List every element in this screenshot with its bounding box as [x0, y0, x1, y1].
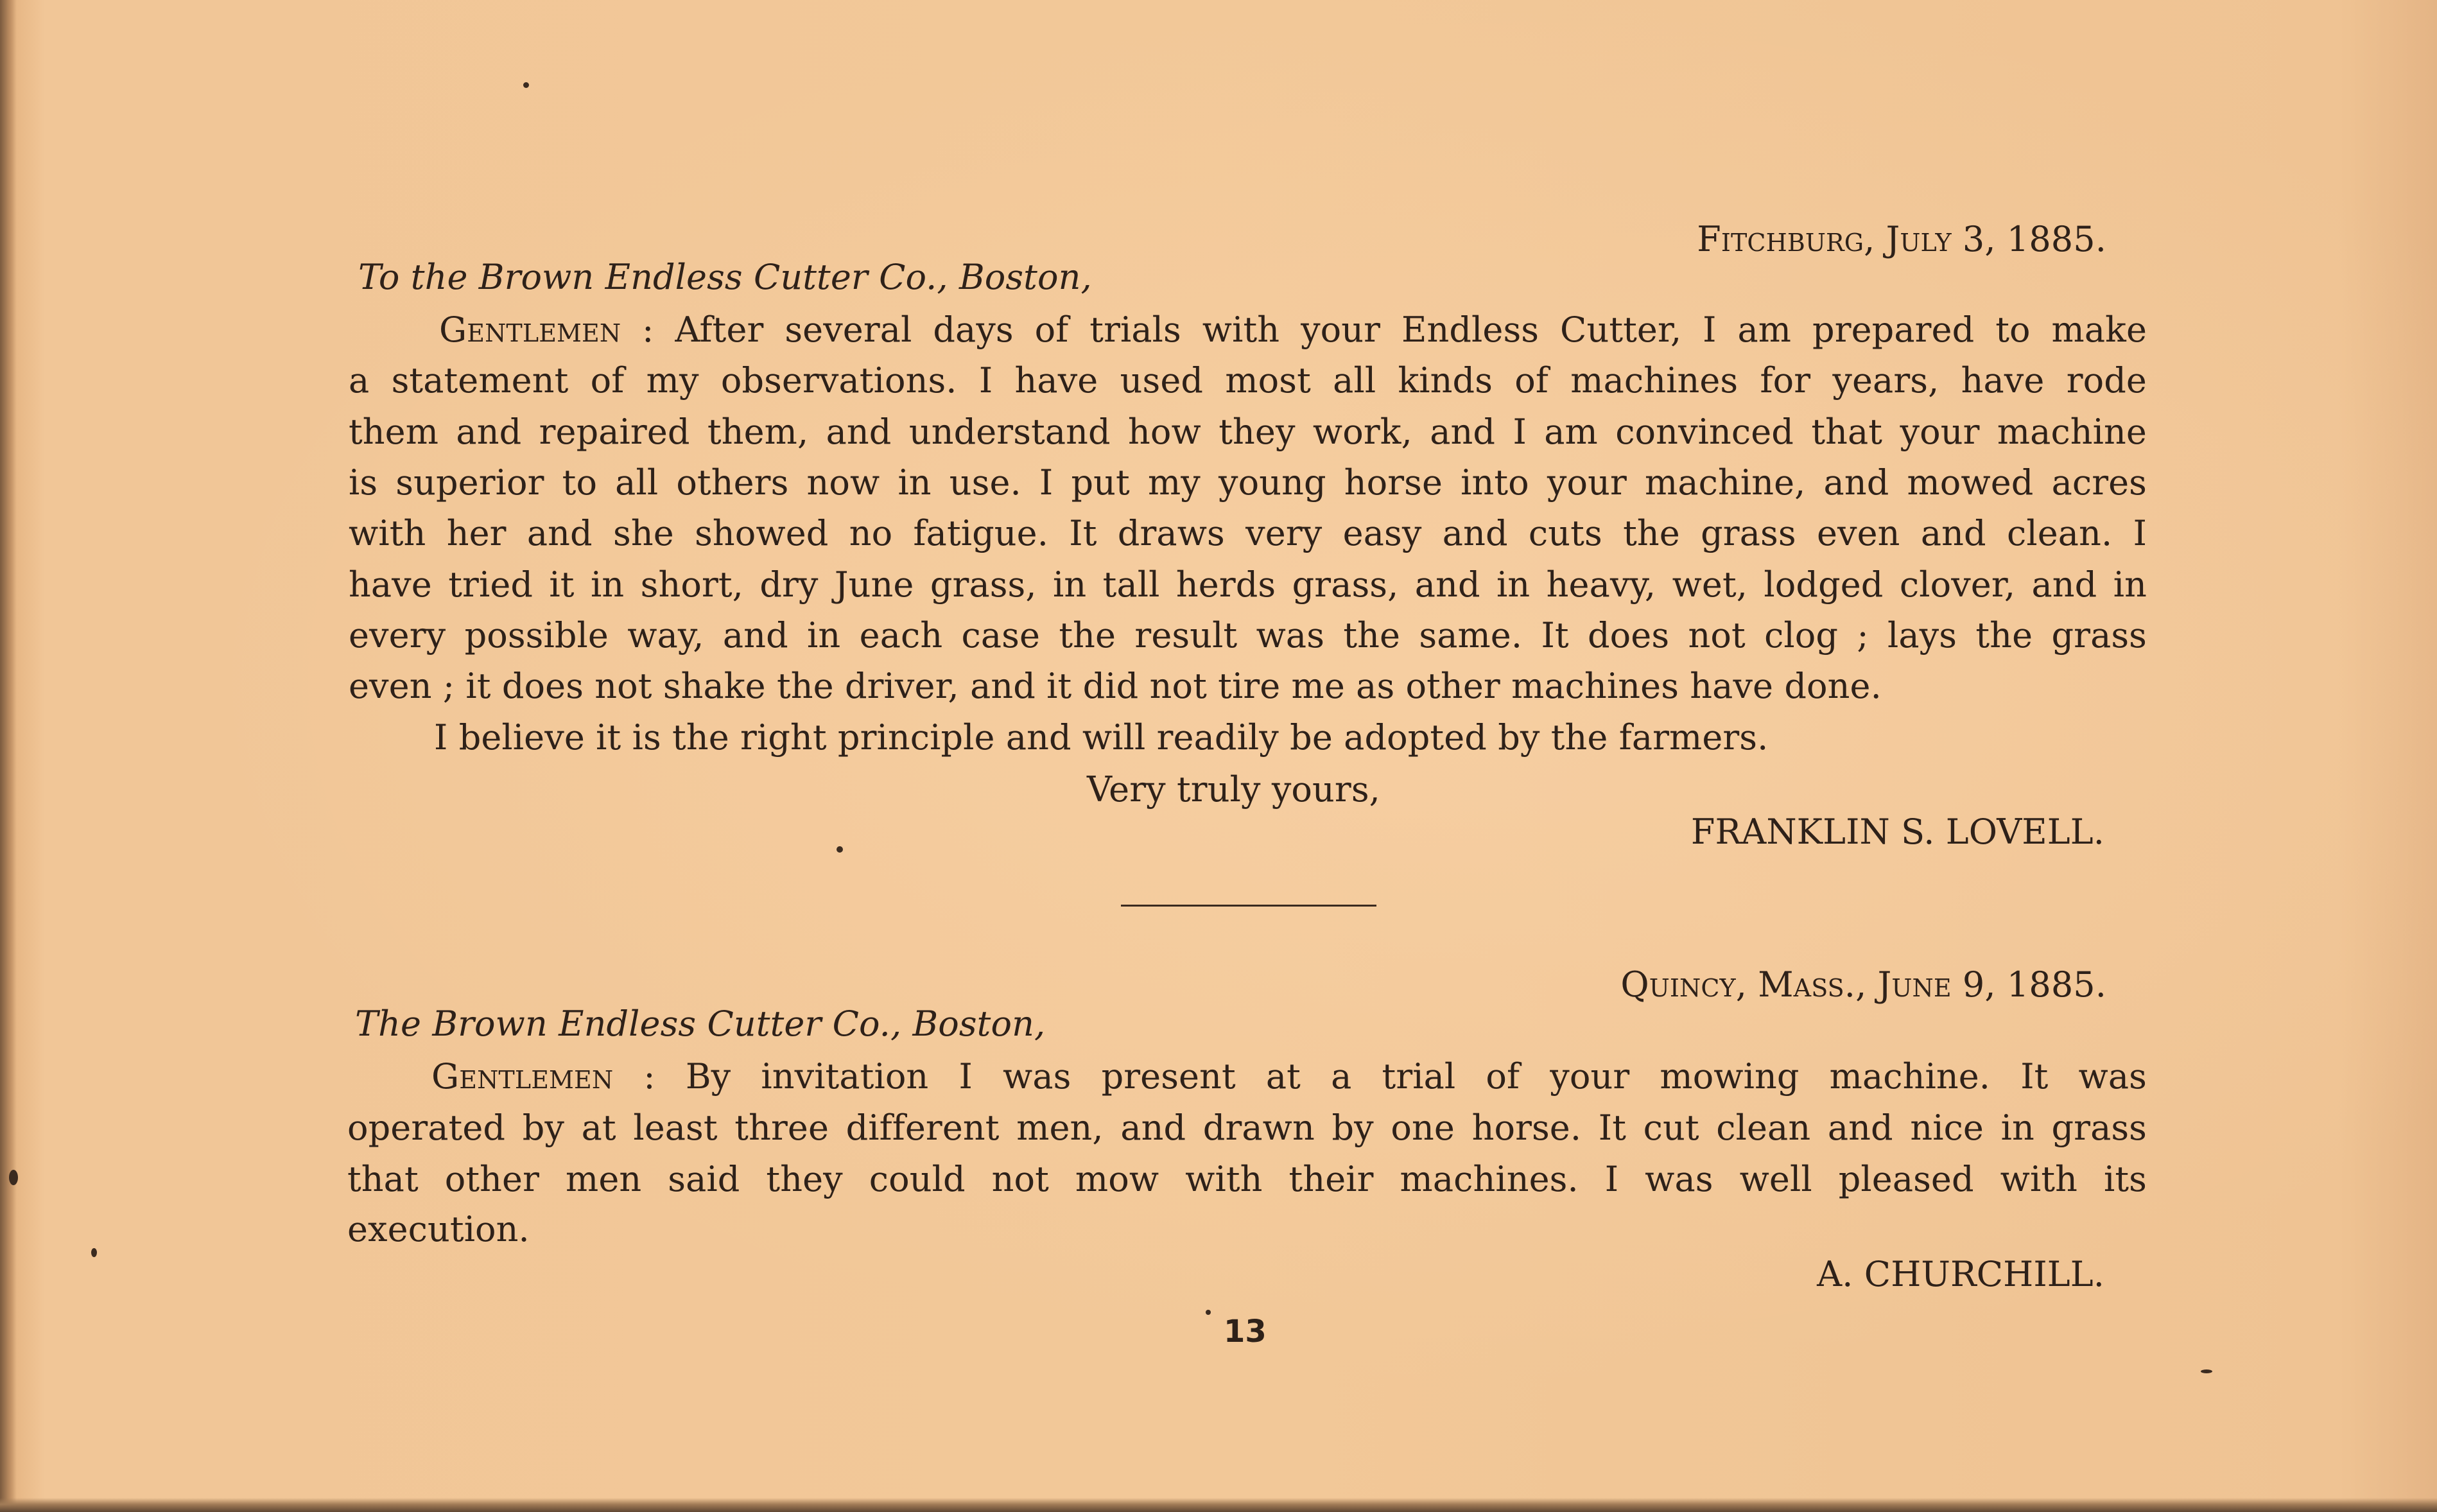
paper-speck	[2201, 1369, 2212, 1373]
letter1-line-6: every possible way, and in each case the result was the same. It does not clog ; lays the grass	[349, 615, 2147, 656]
letter2-addressee: The Brown Endless Cutter Co., Boston,	[355, 1004, 1046, 1044]
section-divider	[1121, 905, 1376, 907]
page-bottom-edge	[0, 1498, 2437, 1512]
letter2-paragraph-line	[431, 1056, 2147, 1097]
letter2-line-2: that other men said they could not mow with their machines. I was well pleased with its	[347, 1159, 2147, 1199]
letter1-valediction: Very truly yours,	[1087, 769, 1380, 810]
paper-speck	[523, 82, 529, 88]
paper-speck	[91, 1248, 97, 1257]
paper-speck	[1206, 1310, 1211, 1315]
page-number: 13	[1224, 1314, 1267, 1350]
letter1-dateline: Fitchburg, July 3, 1885.	[1697, 219, 2106, 259]
letter1-line-3: is superior to all others now in use. I put my young horse into your machine, and mowed acres	[349, 462, 2147, 503]
letter2-salutation: Gentlemen :	[431, 1056, 655, 1097]
letter1-line-2: them and repaired them, and understand how they work, and I am convinced that your machine	[349, 412, 2147, 452]
letter1-closing-paragraph: I believe it is the right principle and will readily be adopted by the farmers.	[434, 717, 1769, 758]
letter1-salutation: Gentlemen :	[439, 309, 654, 350]
letter1-paragraph-line	[439, 309, 2147, 350]
letter2-line-0: By invitation I was present at a trial of your mowing machine. It was	[685, 1056, 2147, 1097]
letter1-line-5: have tried it in short, dry June grass, in tall herds grass, and in heavy, wet, lodged clover, and in	[349, 564, 2147, 605]
paper-speck	[837, 846, 843, 853]
letter1-line-4: with her and she showed no fatigue. It draws very easy and cuts the grass even and clean. I	[349, 513, 2147, 553]
letter2-line-1: operated by at least three different men, and drawn by one horse. It cut clean and nice in grass	[347, 1108, 2147, 1148]
book-spine-shadow	[0, 0, 17, 1512]
letter2-signature: A. CHURCHILL.	[1817, 1254, 2104, 1294]
letter1-line-7: even ; it does not shake the driver, and it did not tire me as other machines have done.	[349, 666, 1882, 706]
letter2-dateline: Quincy, Mass., June 9, 1885.	[1620, 964, 2106, 1005]
letter1-addressee: To the Brown Endless Cutter Co., Boston,	[358, 257, 1092, 297]
letter1-line-1: a statement of my observations. I have used most all kinds of machines for years, have rode	[349, 360, 2147, 401]
letter2-line-3: execution.	[347, 1209, 530, 1249]
letter1-line-0: After several days of trials with your Endless Cutter, I am prepared to make	[675, 309, 2147, 350]
letter1-signature: FRANKLIN S. LOVELL.	[1690, 812, 2104, 852]
paper-speck	[9, 1170, 18, 1185]
